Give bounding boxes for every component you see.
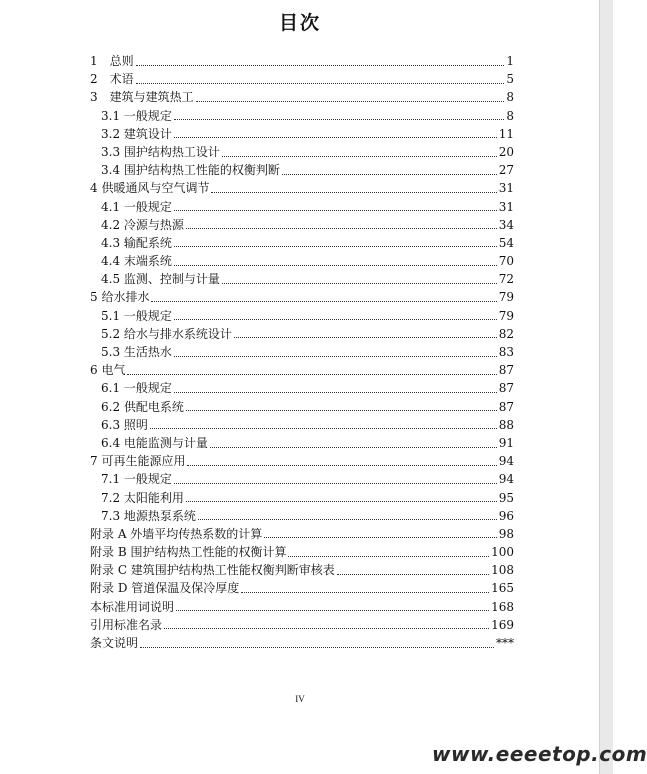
toc-entry-label: 3.4 围护结构热工性能的权衡判断 (101, 163, 280, 178)
toc-dot-leader (174, 356, 497, 357)
vertical-scrollbar[interactable] (599, 0, 613, 774)
toc-entry[interactable] (90, 198, 514, 216)
toc-entry-label: 附录 C 建筑围护结构热工性能权衡判断审核表 (90, 563, 335, 578)
toc-entry[interactable] (90, 379, 514, 397)
toc-dot-leader (222, 283, 497, 284)
toc-entry-page: 70 (498, 254, 514, 269)
toc-entry-page: 100 (491, 545, 514, 560)
toc-entry[interactable] (90, 398, 514, 416)
toc-entry-page: 83 (498, 345, 514, 359)
toc-entry-page: 79 (498, 290, 514, 305)
toc-entry-page: 31 (498, 181, 514, 196)
toc-entry-label: 附录 A 外墙平均传热系数的计算 (90, 526, 263, 541)
toc-dot-leader (127, 374, 496, 375)
toc-entry[interactable] (90, 288, 514, 306)
toc-entry[interactable] (90, 307, 514, 325)
toc-dot-leader (176, 610, 489, 611)
toc-dot-leader (264, 537, 496, 538)
toc-dot-leader (174, 483, 497, 484)
toc-dot-leader (186, 410, 497, 411)
toc-entry[interactable] (90, 616, 514, 634)
toc-entry-page: 54 (498, 235, 514, 250)
toc-entry[interactable] (90, 125, 514, 143)
toc-entry[interactable] (90, 252, 514, 270)
toc-entry-label: 6.4 电能监测与计量 (101, 435, 208, 450)
toc-dot-leader (241, 592, 489, 593)
toc-entry[interactable] (90, 161, 514, 179)
toc-entry[interactable] (90, 452, 514, 470)
toc-dot-leader (136, 65, 505, 66)
toc-entry-label: 6.2 供配电系统 (101, 399, 184, 414)
toc-entry-label: 3.2 建筑设计 (101, 126, 172, 141)
toc-entry-label: 5.2 给水与排水系统设计 (101, 326, 232, 341)
toc-dot-leader (198, 519, 497, 520)
toc-entry-page: 27 (498, 163, 514, 178)
toc-entry-label: 4.1 一般规定 (101, 199, 172, 214)
toc-dot-leader (234, 337, 497, 338)
toc-entry-page: 72 (498, 272, 514, 287)
toc-entry[interactable] (90, 143, 514, 161)
toc-entry-page: 87 (498, 363, 514, 378)
toc-dot-leader (211, 192, 496, 193)
toc-entry[interactable] (90, 416, 514, 434)
toc-entry[interactable] (90, 325, 514, 343)
toc-entry-page: 95 (498, 490, 514, 505)
toc-entry-page: 11 (498, 126, 514, 141)
toc-entry-label: 4 供暖通风与空气调节 (90, 181, 210, 196)
toc-entry-page: 168 (491, 599, 514, 614)
toc-entry-page: 8 (506, 108, 514, 123)
toc-dot-leader (140, 647, 494, 648)
toc-entry-page: 79 (498, 308, 514, 323)
toc-entry-page: 87 (498, 381, 514, 396)
toc-entry[interactable] (90, 507, 514, 525)
toc-entry-label: 7.3 地源热泵系统 (101, 508, 196, 523)
toc-entry[interactable] (90, 598, 514, 616)
toc-entry-label: 2 术语 (90, 72, 134, 87)
toc-entry[interactable] (90, 107, 514, 125)
toc-entry-label: 5 给水排水 (90, 290, 150, 305)
toc-entry-label: 4.5 监测、控制与计量 (101, 272, 220, 287)
toc-entry[interactable] (90, 634, 514, 652)
toc-entry[interactable] (90, 543, 514, 561)
toc-dot-leader (210, 447, 497, 448)
toc-entry-label: 引用标准名录 (90, 617, 163, 632)
toc-entry-label: 本标准用词说明 (90, 599, 175, 614)
toc-entry-label: 3.1 一般规定 (101, 108, 172, 123)
toc-entry[interactable] (90, 525, 514, 543)
page-number: IV (295, 694, 305, 704)
toc-entry-page: 5 (506, 72, 514, 87)
toc-entry[interactable] (90, 561, 514, 579)
toc-entry[interactable] (90, 579, 514, 597)
toc-entry-label: 4.3 输配系统 (101, 235, 172, 250)
toc-entry[interactable] (90, 179, 514, 197)
toc-dot-leader (174, 319, 497, 320)
toc-entry-label: 附录 B 围护结构热工性能的权衡计算 (90, 545, 287, 560)
toc-entry[interactable] (90, 216, 514, 234)
toc-entry[interactable] (90, 270, 514, 288)
toc-entry[interactable] (90, 470, 514, 488)
toc-dot-leader (174, 265, 497, 266)
toc-entry[interactable] (90, 434, 514, 452)
toc-entry-label: 1 总则 (90, 54, 134, 68)
toc-entry[interactable] (90, 88, 514, 106)
toc-entry-page: 82 (498, 326, 514, 341)
toc-entry-label: 4.2 冷源与热源 (101, 217, 184, 232)
toc-entry-label: 6.3 照明 (101, 417, 148, 432)
toc-dot-leader (174, 246, 497, 247)
toc-entry-page: 34 (498, 217, 514, 232)
toc-entry-label: 4.4 末端系统 (101, 254, 172, 269)
toc-dot-leader (164, 628, 489, 629)
toc-dot-leader (136, 83, 505, 84)
toc-dot-leader (174, 119, 504, 120)
toc-dot-leader (186, 501, 497, 502)
toc-dot-leader (174, 137, 497, 138)
toc-entry-page: 88 (498, 417, 514, 432)
toc-entry-page: 8 (506, 90, 514, 105)
toc-entry-label: 7.1 一般规定 (101, 472, 172, 487)
toc-entry-page: 20 (498, 144, 514, 159)
toc-dot-leader (150, 428, 497, 429)
page-title: 目次 (278, 12, 321, 34)
toc-dot-leader (174, 210, 497, 211)
toc-entry[interactable] (90, 70, 514, 88)
toc-entry-label: 7.2 太阳能利用 (101, 490, 184, 505)
toc-entry-label: 5.3 生活热水 (101, 345, 172, 359)
toc-entry-page: 96 (498, 508, 514, 523)
toc-entry-label: 6.1 一般规定 (101, 381, 172, 396)
watermark-text: www.eeeetop.com (432, 742, 647, 766)
toc-entry-page: 87 (498, 399, 514, 414)
toc-dot-leader (337, 574, 489, 575)
toc-entry[interactable] (90, 343, 514, 361)
toc-entry-page: 1 (506, 54, 514, 68)
toc-entry-page: 94 (498, 472, 514, 487)
toc-dot-leader (186, 228, 497, 229)
toc-dot-leader (282, 174, 497, 175)
toc-dot-leader (174, 392, 497, 393)
toc-entry-label: 5.1 一般规定 (101, 308, 172, 323)
toc-dot-leader (187, 465, 496, 466)
toc-entry-page: 91 (498, 435, 514, 450)
toc-dot-leader (222, 156, 497, 157)
toc-entry-label: 附录 D 管道保温及保冷厚度 (90, 581, 240, 596)
toc-entry-label: 条文说明 (90, 636, 139, 650)
toc-entry-label: 7 可再生能源应用 (90, 454, 186, 469)
toc-entry-page: 165 (491, 581, 514, 596)
toc-entry-page: 31 (498, 199, 514, 214)
toc-entry-label: 3.3 围护结构热工设计 (101, 144, 220, 159)
toc-entry[interactable] (90, 361, 514, 379)
table-of-contents (90, 52, 514, 652)
toc-entry-page: 169 (491, 617, 514, 632)
toc-entry[interactable] (90, 234, 514, 252)
toc-entry[interactable] (90, 52, 514, 70)
toc-entry-page: 98 (498, 526, 514, 541)
toc-dot-leader (151, 301, 496, 302)
toc-dot-leader (288, 556, 489, 557)
toc-entry-page: 94 (498, 454, 514, 469)
toc-dot-leader (196, 101, 505, 102)
toc-entry-label: 6 电气 (90, 363, 126, 378)
toc-entry-label: 3 建筑与建筑热工 (90, 90, 194, 105)
toc-entry-page: *** (496, 636, 514, 650)
toc-entry-page: 108 (491, 563, 514, 578)
toc-entry[interactable] (90, 489, 514, 507)
